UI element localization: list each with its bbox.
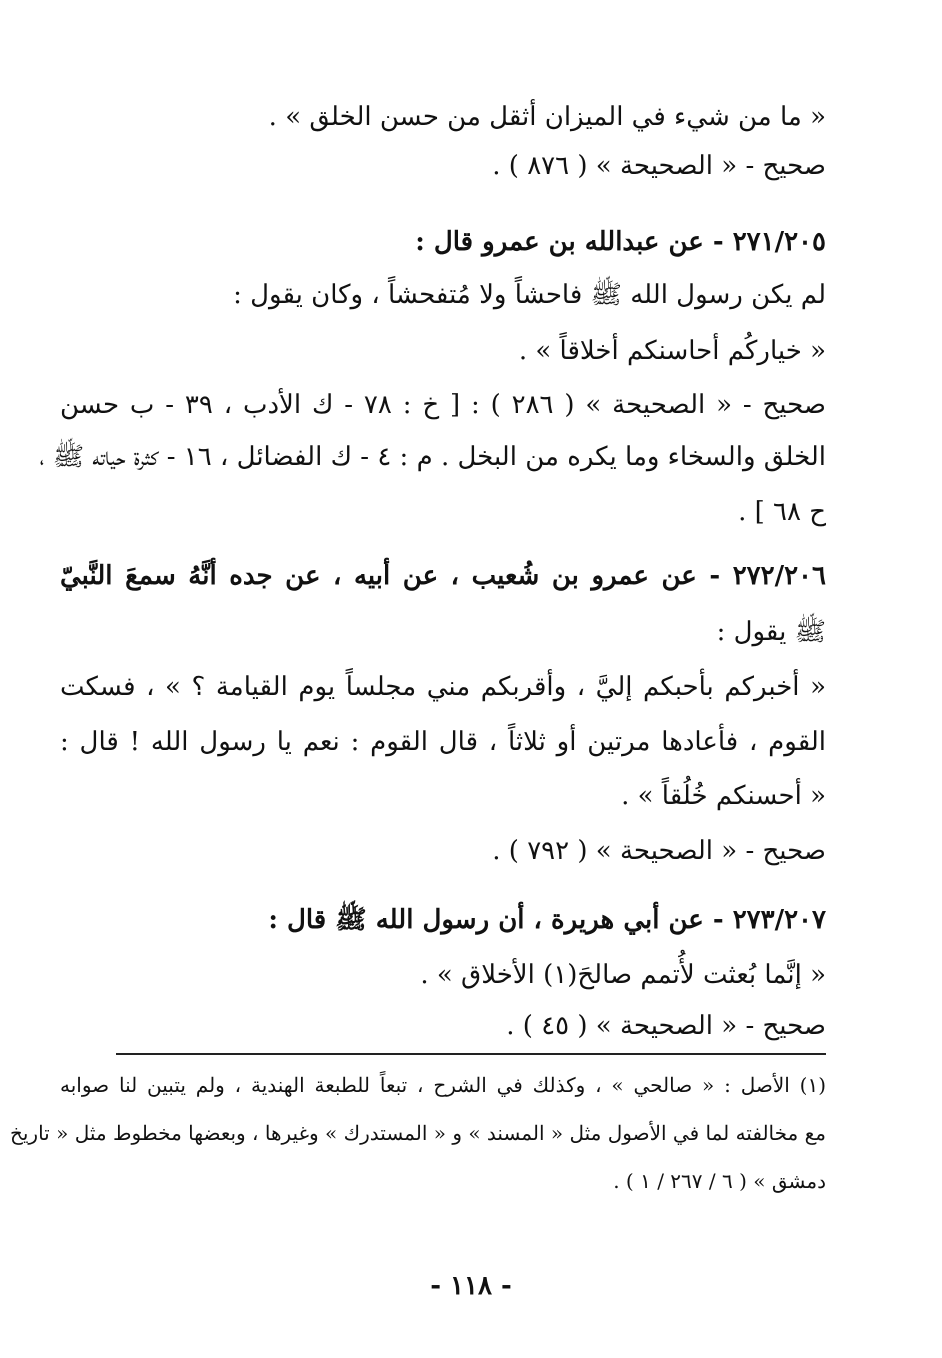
hadith-heading-206: ٢٧٢/٢٠٦ - عن عمرو بن شُعيب ، عن أبيه ، عن جده أنَّهُ سمعَ النَّبيّ: [60, 561, 826, 591]
hadith-text-line: لم يكن رسول الله ﷺ فاحشاً ولا مُتفحشاً ، وكان يقول :: [233, 280, 826, 310]
hadith-text-line: « ما من شيء في الميزان أثقل من حسن الخلق » .: [268, 102, 826, 132]
hadith-heading-207: ٢٧٣/٢٠٧ - عن أبي هريرة ، أن رسول الله ﷺ قال :: [268, 905, 826, 935]
footnote-line: مع مخالفته لما في الأصول مثل « المسند » و « المستدرك » وغيرها ، وبعضها مخطوط مثل « تاريخ: [9, 1121, 826, 1145]
page-number: - ١١٨ -: [430, 1271, 512, 1301]
hadith-text-line: « أحسنكم خُلُقاً » .: [621, 781, 826, 811]
footnote-line: دمشق » ( ٦ / ٢٦٧ / ١ ) .: [613, 1169, 826, 1193]
hadith-heading-205: ٢٧١/٢٠٥ - عن عبدالله بن عمرو قال :: [415, 227, 826, 257]
grading-line: صحيح - « الصحيحة » ( ٧٩٢ ) .: [492, 836, 826, 866]
hadith-text-line: « إنَّما بُعثت لأُتمم صالحَ(١) الأخلاق » .: [420, 960, 826, 990]
grading-line: الخلق والسخاء وما يكره من البخل . م : ٤ - ك الفضائل ، ١٦ - كثرة حياته ﷺ ،: [39, 442, 826, 472]
hadith-text-line: « أخبركم بأحبكم إليَّ ، وأقربكم مني مجلساً يوم القيامة ؟ » ، فسكت: [60, 672, 826, 702]
footnote-separator: [116, 1053, 826, 1055]
grading-line: صحيح - « الصحيحة » ( ٢٨٦ ) : [ خ : ٧٨ - ك الأدب ، ٣٩ - ب حسن: [60, 390, 826, 420]
hadith-text-line: القوم ، فأعادها مرتين أو ثلاثاً ، قال القوم : نعم يا رسول الله ! قال :: [60, 727, 826, 757]
hadith-text-line: ﷺ يقول :: [716, 617, 826, 647]
hadith-text-line: « خياركُم أحاسنكم أخلاقاً » .: [518, 336, 826, 366]
grading-line: ح ٦٨ ] .: [738, 497, 826, 527]
footnote-line: (١) الأصل : « صالحي » ، وكذلك في الشرح ، تبعاً للطبعة الهندية ، ولم يتبين لنا صوابه: [60, 1073, 826, 1097]
grading-line: صحيح - « الصحيحة » ( ٨٧٦ ) .: [492, 151, 826, 181]
grading-line: صحيح - « الصحيحة » ( ٤٥ ) .: [506, 1011, 826, 1041]
